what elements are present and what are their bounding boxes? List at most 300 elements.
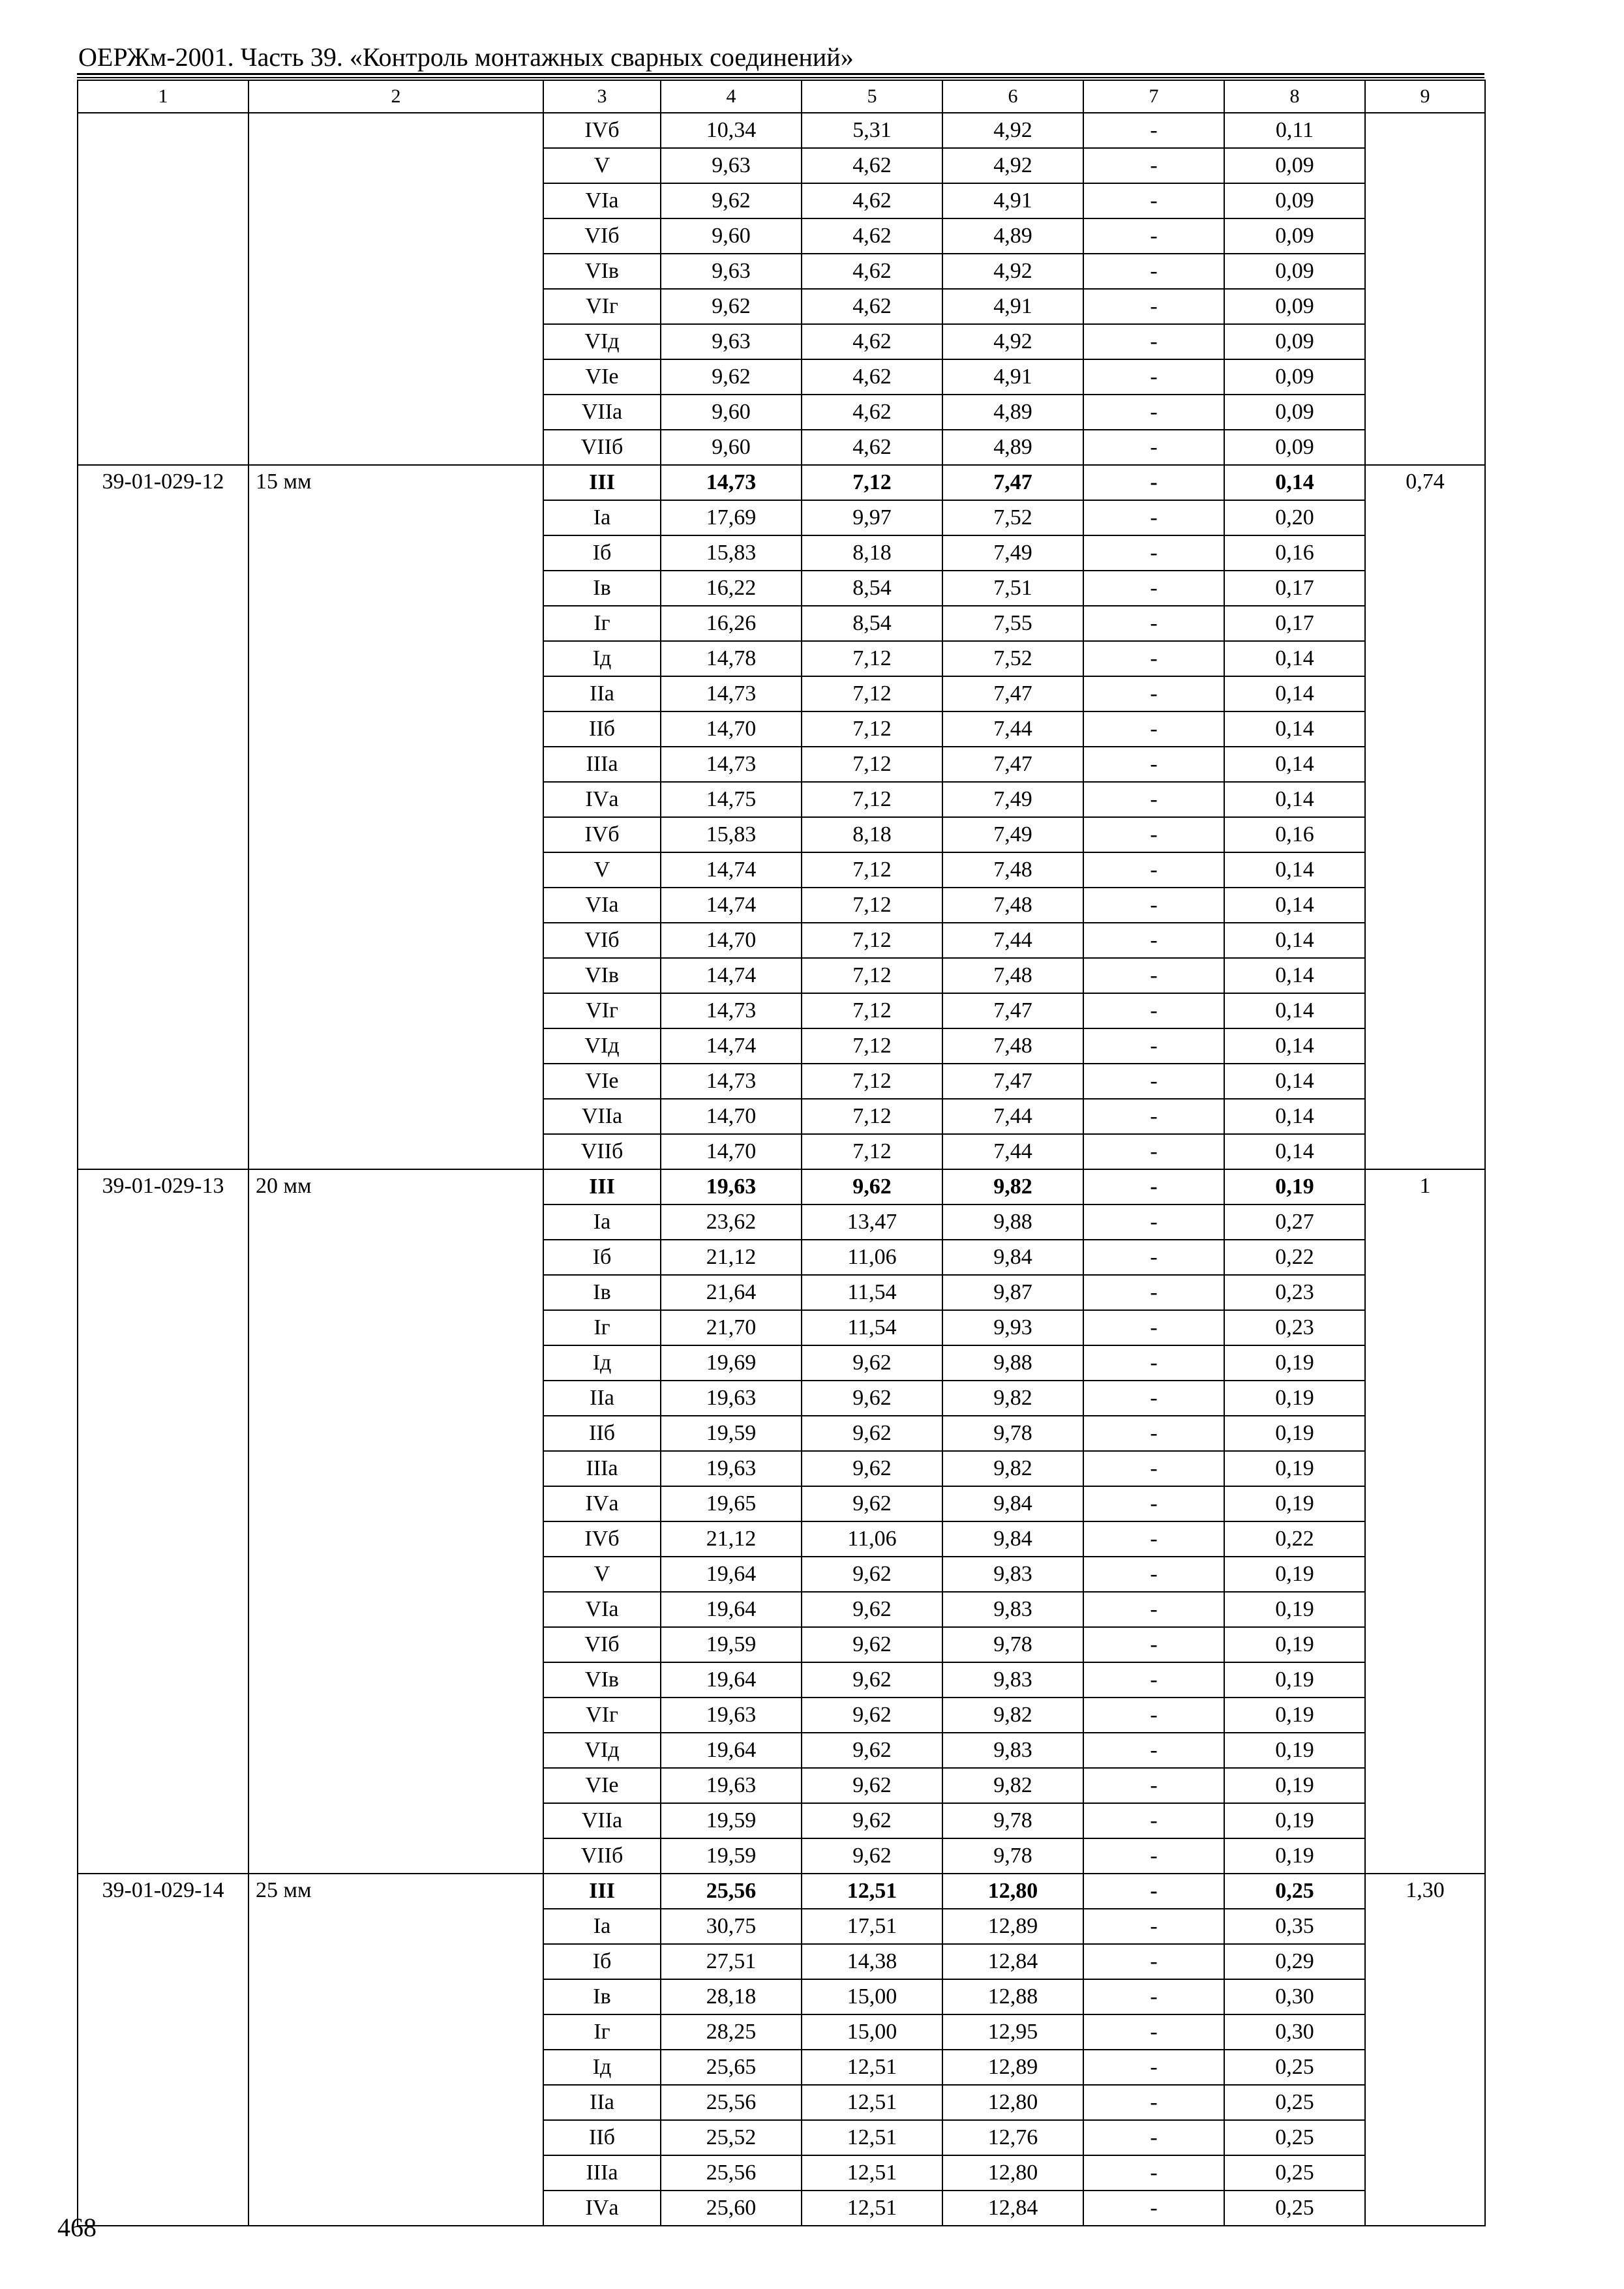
col6-cell: 7,48: [942, 852, 1083, 888]
col7-cell: -: [1083, 2191, 1224, 2226]
col4-cell: 14,74: [661, 1028, 802, 1064]
col6-cell: 9,82: [942, 1169, 1083, 1204]
col6-cell: 9,88: [942, 1345, 1083, 1381]
col5-cell: 9,62: [802, 1627, 942, 1662]
variant-cell: Iб: [543, 1240, 661, 1275]
col7-cell: -: [1083, 1521, 1224, 1557]
col7-cell: -: [1083, 888, 1224, 923]
col5-cell: 13,47: [802, 1204, 942, 1240]
col5-cell: 7,12: [802, 1134, 942, 1169]
variant-cell: VIб: [543, 1627, 661, 1662]
variant-cell: IVб: [543, 1521, 661, 1557]
col5-cell: 9,62: [802, 1169, 942, 1204]
variant-cell: VIа: [543, 888, 661, 923]
col4-cell: 19,63: [661, 1451, 802, 1486]
col4-cell: 14,70: [661, 711, 802, 747]
col6-cell: 7,49: [942, 817, 1083, 852]
col7-cell: -: [1083, 500, 1224, 535]
table-body: [78, 80, 1485, 2226]
col7-cell: -: [1083, 641, 1224, 676]
col4-cell: 14,74: [661, 888, 802, 923]
col4-cell: 25,52: [661, 2120, 802, 2155]
col4-cell: 19,64: [661, 1662, 802, 1698]
col7-cell: -: [1083, 676, 1224, 711]
col7-cell: -: [1083, 113, 1224, 148]
col8-cell: 0,17: [1224, 606, 1365, 641]
col5-cell: 12,51: [802, 2050, 942, 2085]
col8-cell: 0,14: [1224, 852, 1365, 888]
col6-cell: 7,47: [942, 676, 1083, 711]
col8-cell: 0,19: [1224, 1592, 1365, 1627]
col5-cell: 9,62: [802, 1345, 942, 1381]
variant-cell: VIе: [543, 1768, 661, 1803]
variant-cell: III: [543, 1874, 661, 1909]
col7-cell: -: [1083, 1028, 1224, 1064]
col5-cell: 11,54: [802, 1310, 942, 1345]
col5-cell: 7,12: [802, 1028, 942, 1064]
col8-cell: 0,25: [1224, 1874, 1365, 1909]
variant-cell: Iа: [543, 1204, 661, 1240]
col8-cell: 0,09: [1224, 183, 1365, 218]
col6-cell: 9,78: [942, 1416, 1083, 1451]
column-number-row: [78, 80, 1485, 113]
column-number: 4: [661, 80, 802, 113]
col4-cell: 28,25: [661, 2014, 802, 2050]
col5-cell: 11,54: [802, 1275, 942, 1310]
col4-cell: 9,62: [661, 359, 802, 395]
col4-cell: 19,63: [661, 1381, 802, 1416]
variant-cell: IIб: [543, 711, 661, 747]
col4-cell: 15,83: [661, 535, 802, 571]
col5-cell: 9,62: [802, 1416, 942, 1451]
col5-cell: 4,62: [802, 359, 942, 395]
col7-cell: -: [1083, 1275, 1224, 1310]
col8-cell: 0,19: [1224, 1345, 1365, 1381]
col7-cell: -: [1083, 747, 1224, 782]
col8-cell: 0,19: [1224, 1698, 1365, 1733]
col4-cell: 10,34: [661, 113, 802, 148]
col4-cell: 25,65: [661, 2050, 802, 2085]
col8-cell: 0,14: [1224, 1134, 1365, 1169]
variant-cell: VIе: [543, 1064, 661, 1099]
col8-cell: 0,30: [1224, 1979, 1365, 2014]
col4-cell: 19,64: [661, 1557, 802, 1592]
col4-cell: 9,60: [661, 430, 802, 465]
col4-cell: 14,73: [661, 676, 802, 711]
col9-cell: 0,74: [1365, 465, 1485, 1169]
col8-cell: 0,19: [1224, 1838, 1365, 1874]
variant-cell: Iб: [543, 1944, 661, 1979]
col8-cell: 0,19: [1224, 1662, 1365, 1698]
col6-cell: 7,52: [942, 641, 1083, 676]
col6-cell: 4,89: [942, 395, 1083, 430]
col8-cell: 0,19: [1224, 1768, 1365, 1803]
col5-cell: 12,51: [802, 2155, 942, 2191]
col8-cell: 0,19: [1224, 1803, 1365, 1838]
variant-cell: VIв: [543, 1662, 661, 1698]
col6-cell: 7,48: [942, 1028, 1083, 1064]
col6-cell: 7,52: [942, 500, 1083, 535]
col5-cell: 9,62: [802, 1486, 942, 1521]
col6-cell: 9,78: [942, 1627, 1083, 1662]
col4-cell: 16,26: [661, 606, 802, 641]
col5-cell: 8,54: [802, 606, 942, 641]
col4-cell: 19,64: [661, 1733, 802, 1768]
col4-cell: 9,63: [661, 148, 802, 183]
variant-cell: Iв: [543, 1275, 661, 1310]
col7-cell: -: [1083, 1345, 1224, 1381]
col8-cell: 0,19: [1224, 1381, 1365, 1416]
col7-cell: -: [1083, 571, 1224, 606]
table-row: [78, 1874, 1485, 1909]
col7-cell: -: [1083, 1204, 1224, 1240]
variant-cell: IIа: [543, 676, 661, 711]
col6-cell: 7,47: [942, 747, 1083, 782]
col6-cell: 12,89: [942, 1909, 1083, 1944]
col5-cell: 7,12: [802, 958, 942, 993]
col4-cell: 21,70: [661, 1310, 802, 1345]
col8-cell: 0,14: [1224, 747, 1365, 782]
col5-cell: 4,62: [802, 218, 942, 254]
col4-cell: 9,62: [661, 289, 802, 324]
col4-cell: 14,75: [661, 782, 802, 817]
col8-cell: 0,22: [1224, 1521, 1365, 1557]
variant-cell: III: [543, 1169, 661, 1204]
header-rule: [77, 73, 1484, 75]
variant-cell: V: [543, 148, 661, 183]
col8-cell: 0,25: [1224, 2155, 1365, 2191]
col4-cell: 23,62: [661, 1204, 802, 1240]
col8-cell: 0,25: [1224, 2191, 1365, 2226]
col4-cell: 25,60: [661, 2191, 802, 2226]
column-number: 8: [1224, 80, 1365, 113]
col8-cell: 0,14: [1224, 993, 1365, 1028]
col4-cell: 15,83: [661, 817, 802, 852]
variant-cell: Iг: [543, 1310, 661, 1345]
col7-cell: -: [1083, 254, 1224, 289]
col4-cell: 19,63: [661, 1768, 802, 1803]
col4-cell: 21,12: [661, 1240, 802, 1275]
variant-cell: IIа: [543, 2085, 661, 2120]
col5-cell: 4,62: [802, 430, 942, 465]
col7-cell: -: [1083, 183, 1224, 218]
variant-cell: III: [543, 465, 661, 500]
col6-cell: 12,80: [942, 2085, 1083, 2120]
col7-cell: -: [1083, 1557, 1224, 1592]
col5-cell: 9,62: [802, 1803, 942, 1838]
col8-cell: 0,09: [1224, 289, 1365, 324]
col4-cell: 9,62: [661, 183, 802, 218]
variant-cell: VIб: [543, 218, 661, 254]
col4-cell: 14,73: [661, 1064, 802, 1099]
col7-cell: -: [1083, 1698, 1224, 1733]
col9-cell: 1: [1365, 1169, 1485, 1874]
col5-cell: 8,18: [802, 535, 942, 571]
col7-cell: -: [1083, 2120, 1224, 2155]
col6-cell: 9,83: [942, 1557, 1083, 1592]
col5-cell: 7,12: [802, 711, 942, 747]
table-row: [78, 113, 1485, 148]
col6-cell: 9,88: [942, 1204, 1083, 1240]
col7-cell: -: [1083, 2014, 1224, 2050]
variant-cell: Iа: [543, 1909, 661, 1944]
col7-cell: -: [1083, 430, 1224, 465]
diameter-cell: 20 мм: [248, 1169, 543, 1874]
col6-cell: 9,83: [942, 1733, 1083, 1768]
page-number: 468: [57, 2213, 97, 2242]
variant-cell: Iд: [543, 1345, 661, 1381]
col8-cell: 0,17: [1224, 571, 1365, 606]
col7-cell: -: [1083, 535, 1224, 571]
header-rule-thin: [77, 77, 1484, 78]
col7-cell: -: [1083, 1240, 1224, 1275]
col8-cell: 0,23: [1224, 1310, 1365, 1345]
col6-cell: 7,55: [942, 606, 1083, 641]
col5-cell: 9,62: [802, 1698, 942, 1733]
col7-cell: -: [1083, 1310, 1224, 1345]
col6-cell: 4,91: [942, 359, 1083, 395]
col7-cell: -: [1083, 782, 1224, 817]
col7-cell: -: [1083, 1874, 1224, 1909]
col5-cell: 14,38: [802, 1944, 942, 1979]
col5-cell: 7,12: [802, 676, 942, 711]
col4-cell: 14,73: [661, 465, 802, 500]
col4-cell: 14,74: [661, 852, 802, 888]
col6-cell: 7,49: [942, 782, 1083, 817]
col7-cell: -: [1083, 923, 1224, 958]
col6-cell: 9,82: [942, 1698, 1083, 1733]
variant-cell: VIг: [543, 1698, 661, 1733]
col7-cell: -: [1083, 2050, 1224, 2085]
variant-cell: Iд: [543, 2050, 661, 2085]
col5-cell: 7,12: [802, 923, 942, 958]
col8-cell: 0,25: [1224, 2085, 1365, 2120]
column-number: 2: [248, 80, 543, 113]
col6-cell: 12,80: [942, 1874, 1083, 1909]
col4-cell: 25,56: [661, 2085, 802, 2120]
col8-cell: 0,09: [1224, 395, 1365, 430]
variant-cell: IIб: [543, 1416, 661, 1451]
variant-cell: VIв: [543, 958, 661, 993]
variant-cell: V: [543, 1557, 661, 1592]
col7-cell: -: [1083, 711, 1224, 747]
col8-cell: 0,11: [1224, 113, 1365, 148]
col4-cell: 9,60: [661, 395, 802, 430]
col8-cell: 0,19: [1224, 1733, 1365, 1768]
variant-cell: VIIб: [543, 1838, 661, 1874]
col4-cell: 14,73: [661, 747, 802, 782]
col7-cell: -: [1083, 465, 1224, 500]
col8-cell: 0,29: [1224, 1944, 1365, 1979]
col5-cell: 9,62: [802, 1838, 942, 1874]
col8-cell: 0,14: [1224, 676, 1365, 711]
col7-cell: -: [1083, 1099, 1224, 1134]
col6-cell: 7,44: [942, 711, 1083, 747]
col4-cell: 14,70: [661, 1099, 802, 1134]
col7-cell: -: [1083, 993, 1224, 1028]
column-number: 3: [543, 80, 661, 113]
col6-cell: 9,78: [942, 1803, 1083, 1838]
col8-cell: 0,16: [1224, 817, 1365, 852]
col5-cell: 15,00: [802, 2014, 942, 2050]
col8-cell: 0,14: [1224, 958, 1365, 993]
table-row: [78, 1169, 1485, 1204]
col7-cell: -: [1083, 1169, 1224, 1204]
variant-cell: IIIа: [543, 2155, 661, 2191]
col6-cell: 7,47: [942, 993, 1083, 1028]
col8-cell: 0,16: [1224, 535, 1365, 571]
col6-cell: 4,89: [942, 218, 1083, 254]
col6-cell: 9,84: [942, 1240, 1083, 1275]
col4-cell: 21,64: [661, 1275, 802, 1310]
col8-cell: 0,14: [1224, 1064, 1365, 1099]
col6-cell: 9,87: [942, 1275, 1083, 1310]
col5-cell: 9,62: [802, 1557, 942, 1592]
col5-cell: 8,18: [802, 817, 942, 852]
variant-cell: VIIб: [543, 430, 661, 465]
col4-cell: 9,63: [661, 324, 802, 359]
col4-cell: 25,56: [661, 1874, 802, 1909]
col6-cell: 12,84: [942, 1944, 1083, 1979]
rates-table: [77, 80, 1486, 2226]
col4-cell: 27,51: [661, 1944, 802, 1979]
col7-cell: -: [1083, 1486, 1224, 1521]
col6-cell: 4,92: [942, 148, 1083, 183]
col6-cell: 9,83: [942, 1592, 1083, 1627]
variant-cell: IIб: [543, 2120, 661, 2155]
col6-cell: 9,78: [942, 1838, 1083, 1874]
table-row: [78, 465, 1485, 500]
col5-cell: 7,12: [802, 852, 942, 888]
col7-cell: -: [1083, 1134, 1224, 1169]
col4-cell: 30,75: [661, 1909, 802, 1944]
col8-cell: 0,14: [1224, 1028, 1365, 1064]
col5-cell: 4,62: [802, 289, 942, 324]
col4-cell: 14,70: [661, 923, 802, 958]
col5-cell: 7,12: [802, 993, 942, 1028]
col4-cell: 14,78: [661, 641, 802, 676]
col7-cell: -: [1083, 2085, 1224, 2120]
col8-cell: 0,22: [1224, 1240, 1365, 1275]
variant-cell: VIд: [543, 1028, 661, 1064]
col7-cell: -: [1083, 1381, 1224, 1416]
col6-cell: 12,84: [942, 2191, 1083, 2226]
variant-cell: IVа: [543, 2191, 661, 2226]
col4-cell: 28,18: [661, 1979, 802, 2014]
col5-cell: 9,62: [802, 1381, 942, 1416]
col8-cell: 0,14: [1224, 888, 1365, 923]
col5-cell: 7,12: [802, 782, 942, 817]
col8-cell: 0,27: [1224, 1204, 1365, 1240]
col6-cell: 7,49: [942, 535, 1083, 571]
col5-cell: 9,62: [802, 1662, 942, 1698]
col4-cell: 19,64: [661, 1592, 802, 1627]
col6-cell: 4,92: [942, 254, 1083, 289]
col8-cell: 0,25: [1224, 2120, 1365, 2155]
col8-cell: 0,09: [1224, 359, 1365, 395]
col5-cell: 7,12: [802, 888, 942, 923]
col7-cell: -: [1083, 395, 1224, 430]
col6-cell: 9,84: [942, 1486, 1083, 1521]
col8-cell: 0,19: [1224, 1486, 1365, 1521]
col4-cell: 16,22: [661, 571, 802, 606]
col7-cell: -: [1083, 289, 1224, 324]
col8-cell: 0,14: [1224, 923, 1365, 958]
col8-cell: 0,19: [1224, 1451, 1365, 1486]
col8-cell: 0,09: [1224, 218, 1365, 254]
col5-cell: 15,00: [802, 1979, 942, 2014]
col8-cell: 0,14: [1224, 641, 1365, 676]
variant-cell: Iг: [543, 2014, 661, 2050]
variant-cell: IVа: [543, 782, 661, 817]
col7-cell: -: [1083, 148, 1224, 183]
col8-cell: 0,30: [1224, 2014, 1365, 2050]
col5-cell: 9,62: [802, 1733, 942, 1768]
variant-cell: IIа: [543, 1381, 661, 1416]
column-number: 1: [78, 80, 248, 113]
col4-cell: 14,73: [661, 993, 802, 1028]
col6-cell: 9,82: [942, 1768, 1083, 1803]
col8-cell: 0,09: [1224, 324, 1365, 359]
col8-cell: 0,20: [1224, 500, 1365, 535]
col6-cell: 9,82: [942, 1451, 1083, 1486]
col8-cell: 0,14: [1224, 1099, 1365, 1134]
col7-cell: -: [1083, 852, 1224, 888]
col4-cell: 19,69: [661, 1345, 802, 1381]
column-number: 9: [1365, 80, 1485, 113]
col6-cell: 7,51: [942, 571, 1083, 606]
variant-cell: VIб: [543, 923, 661, 958]
col8-cell: 0,19: [1224, 1557, 1365, 1592]
col7-cell: -: [1083, 1944, 1224, 1979]
variant-cell: Iв: [543, 571, 661, 606]
variant-cell: IVа: [543, 1486, 661, 1521]
col7-cell: -: [1083, 1416, 1224, 1451]
col4-cell: 19,63: [661, 1698, 802, 1733]
col6-cell: 9,93: [942, 1310, 1083, 1345]
col6-cell: 7,48: [942, 888, 1083, 923]
variant-cell: VIд: [543, 324, 661, 359]
col5-cell: 7,12: [802, 747, 942, 782]
rate-code-cell: 39-01-029-12: [78, 465, 248, 1169]
col5-cell: 4,62: [802, 324, 942, 359]
col7-cell: -: [1083, 1662, 1224, 1698]
col8-cell: 0,14: [1224, 711, 1365, 747]
col4-cell: 25,56: [661, 2155, 802, 2191]
variant-cell: VIг: [543, 993, 661, 1028]
col7-cell: -: [1083, 1451, 1224, 1486]
col5-cell: 9,62: [802, 1451, 942, 1486]
col4-cell: 14,70: [661, 1134, 802, 1169]
col7-cell: -: [1083, 1064, 1224, 1099]
col7-cell: -: [1083, 1909, 1224, 1944]
col4-cell: 19,59: [661, 1803, 802, 1838]
col5-cell: 4,62: [802, 148, 942, 183]
variant-cell: VIIа: [543, 1803, 661, 1838]
variant-cell: IIIа: [543, 747, 661, 782]
col6-cell: 7,47: [942, 1064, 1083, 1099]
page-header: ОЕРЖм-2001. Часть 39. «Контроль монтажных сварных соединений»: [78, 42, 854, 72]
variant-cell: V: [543, 852, 661, 888]
col5-cell: 5,31: [802, 113, 942, 148]
col5-cell: 4,62: [802, 395, 942, 430]
col5-cell: 7,12: [802, 465, 942, 500]
variant-cell: IIIа: [543, 1451, 661, 1486]
col7-cell: -: [1083, 1733, 1224, 1768]
col4-cell: 9,63: [661, 254, 802, 289]
col7-cell: -: [1083, 218, 1224, 254]
col6-cell: 4,92: [942, 324, 1083, 359]
